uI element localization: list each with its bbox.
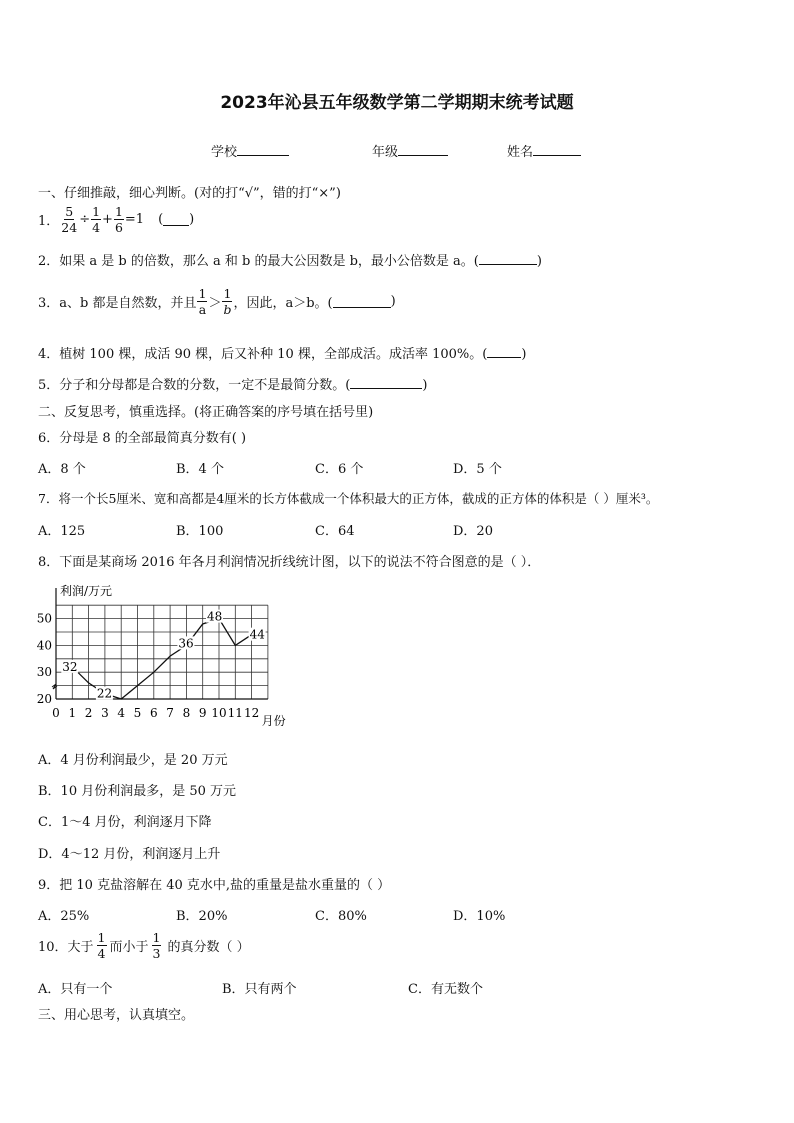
chart-grid: [56, 605, 268, 699]
name-field[interactable]: [507, 141, 581, 160]
grade-label: 年级: [372, 145, 399, 160]
q1-paren-left: (: [158, 212, 164, 227]
x-tick-label: 0: [52, 706, 60, 720]
question-5: [38, 374, 427, 393]
section3-heading: 三、用心思考，认真填空。: [38, 1008, 195, 1023]
q10-text-post: 的真分数（ ）: [167, 940, 250, 955]
data-label: 48: [207, 609, 223, 624]
q7-option-d[interactable]: D．20: [453, 524, 493, 539]
q2-answer-blank[interactable]: [479, 252, 537, 265]
y-tick-label: 30: [36, 665, 52, 680]
q1-plus-sign: +: [102, 212, 113, 227]
y-axis-label: 利润/万元: [60, 584, 113, 598]
question-10: [38, 930, 250, 961]
q6-option-b[interactable]: B．4 个: [176, 462, 224, 477]
q1-divide-sign: ÷: [79, 212, 91, 227]
question-4: [38, 343, 526, 362]
grade-field[interactable]: [372, 141, 448, 160]
q8-option-b[interactable]: B．10 月份利润最多，是 50 万元: [38, 784, 237, 799]
x-axis-label: 月份: [261, 714, 286, 728]
x-tick-label: 10: [211, 706, 227, 720]
q9-option-d[interactable]: D．10%: [453, 909, 506, 924]
q6-option-a[interactable]: A．8 个: [38, 462, 86, 477]
q5-paren-right: ): [422, 378, 428, 393]
q1-fraction-3: $\frac{1}{6}$: [114, 204, 123, 235]
q4-answer-blank[interactable]: [487, 345, 521, 358]
y-tick-label: 50: [36, 611, 52, 626]
q9-option-a[interactable]: A．25%: [38, 909, 90, 924]
data-label: 36: [178, 636, 194, 651]
name-label: 姓名: [507, 145, 534, 160]
q9-option-b[interactable]: B．20%: [176, 909, 228, 924]
q4-paren-right: ): [521, 347, 527, 362]
q8-option-a[interactable]: A．4 月份利润最少，是 20 万元: [38, 753, 228, 768]
q5-text: 5．分子和分母都是合数的分数，一定不是最简分数。(: [38, 378, 351, 393]
x-tick-label: 8: [182, 706, 191, 720]
q3-answer-blank[interactable]: [333, 295, 391, 308]
x-tick-label: 4: [117, 706, 126, 720]
x-tick-label: 5: [133, 706, 142, 720]
section1-heading: 一、仔细推敲，细心判断。(对的打“√”，错的打“×”): [38, 186, 341, 201]
page-title: 2023年沁县五年级数学第二学期期末统考试题: [220, 93, 574, 113]
q7-option-b[interactable]: B．100: [176, 524, 224, 539]
q3-text-pre: 3．a、b 都是自然数，并且: [38, 296, 197, 311]
q2-paren-right: ): [536, 254, 542, 269]
school-blank[interactable]: [237, 143, 289, 156]
question-2: [38, 250, 542, 269]
q3-fraction-2: $\frac{1}{b}$: [223, 286, 232, 317]
q6-option-c[interactable]: C．6 个: [315, 462, 364, 477]
data-label: 22: [96, 686, 113, 701]
x-tick-label: 1: [68, 706, 77, 720]
q1-answer-blank[interactable]: [163, 213, 189, 226]
grade-blank[interactable]: [398, 143, 448, 156]
x-tick-label: 12: [243, 706, 260, 720]
q1-fraction-2: $\frac{1}{4}$: [92, 204, 101, 235]
school-label: 学校: [211, 145, 238, 160]
x-tick-label: 3: [101, 706, 109, 720]
q10-option-b[interactable]: B．只有两个: [222, 982, 297, 997]
q3-text-post: ，因此，a＞b。(: [233, 296, 333, 311]
y-tick-label: 20: [36, 692, 52, 706]
q3-greater-sign: ＞: [208, 296, 222, 311]
data-label: 44: [249, 627, 265, 642]
x-tick-label: 7: [166, 706, 174, 720]
q10-fraction-2: $\frac{1}{3}$: [152, 930, 161, 961]
q1-paren-right: ): [189, 212, 195, 227]
q10-option-a[interactable]: A．只有一个: [38, 982, 113, 997]
x-tick-label: 6: [149, 706, 158, 720]
q5-answer-blank[interactable]: [350, 376, 422, 389]
q7-option-a[interactable]: A．125: [38, 524, 86, 539]
y-tick-label: 40: [36, 638, 52, 653]
x-tick-label: 9: [198, 706, 207, 720]
school-field[interactable]: [211, 141, 289, 160]
question-3: [38, 286, 396, 317]
q3-fraction-1: $\frac{1}{a}$: [198, 286, 207, 317]
q10-option-c[interactable]: C．有无数个: [408, 982, 483, 997]
question-7: 7．将一个长5厘米、宽和高都是4厘米的长方体截成一个体积最大的正方体，截成的正方体的体积是（ ）厘米³。: [38, 491, 659, 506]
x-tick-label: 11: [227, 706, 243, 720]
q8-option-d[interactable]: D．4～12 月份，利润逐月上升: [38, 847, 221, 862]
chart-labels: [37, 583, 286, 728]
q1-equals: =1: [124, 212, 145, 227]
data-label: 32: [62, 659, 78, 674]
question-8: 8．下面是某商场 2016 年各月利润情况折线统计图，以下的说法不符合图意的是（ ）．: [38, 555, 541, 570]
question-9: 9．把 10 克盐溶解在 40 克水中,盐的重量是盐水重量的（ ）: [38, 878, 391, 893]
q6-option-d[interactable]: D．5 个: [453, 462, 502, 477]
q2-text: 2．如果 a 是 b 的倍数，那么 a 和 b 的最大公因数是 b，最小公倍数是 a。(: [38, 254, 479, 269]
q10-text-pre: 10．大于: [38, 940, 94, 955]
q10-text-mid: 而小于: [109, 940, 149, 955]
question-6: 6．分母是 8 的全部最简真分数有( ): [38, 431, 247, 446]
q7-option-c[interactable]: C．64: [315, 524, 355, 539]
question-1: [38, 204, 194, 235]
name-blank[interactable]: [533, 143, 581, 156]
q3-paren-right: ): [390, 294, 396, 309]
section2-heading: 二、反复思考，慎重选择。(将正确答案的序号填在括号里): [38, 405, 374, 420]
q10-fraction-1: $\frac{1}{4}$: [97, 930, 106, 961]
q8-option-c[interactable]: C．1～4 月份，利润逐月下降: [38, 815, 212, 830]
q9-option-c[interactable]: C．80%: [315, 909, 367, 924]
x-tick-label: 2: [84, 706, 93, 720]
q4-text: 4．植树 100 棵，成活 90 棵，后又补种 10 棵，全部成活。成活率 100%。(: [38, 347, 488, 362]
q1-fraction-1: $\frac{5}{24}$: [61, 204, 78, 235]
profit-line-chart: [36, 580, 296, 730]
q1-number: 1．: [38, 214, 60, 229]
